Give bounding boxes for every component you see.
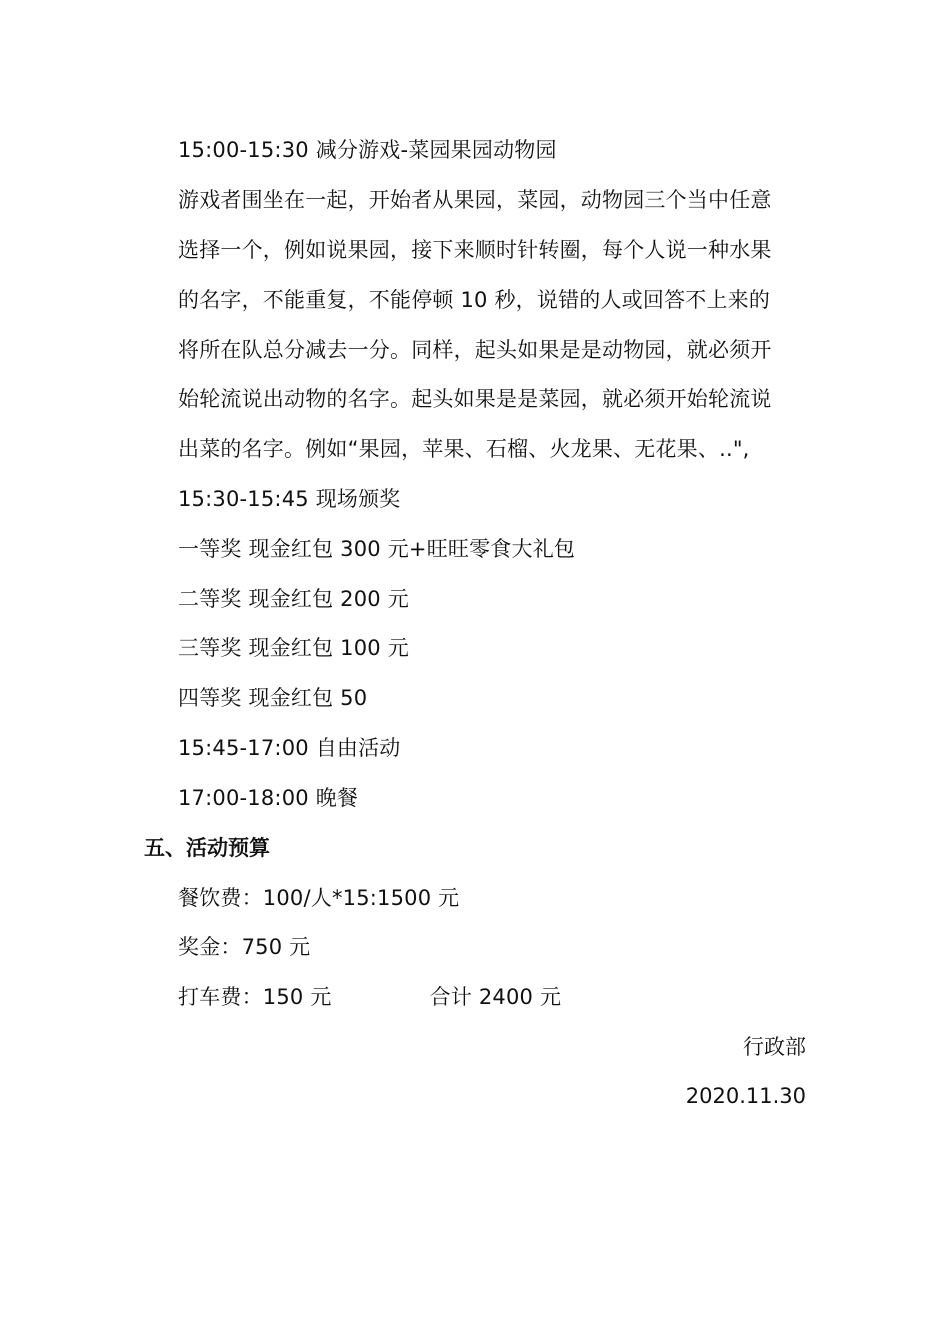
prize-third: 三等奖 现金红包 100 元	[178, 636, 409, 660]
prize-fourth: 四等奖 现金红包 50	[178, 686, 368, 710]
game-title: 15:00-15:30 减分游戏-菜园果园动物园	[178, 138, 557, 162]
budget-heading: 五、活动预算	[144, 836, 270, 860]
game-desc-line-3: 的名字，不能重复，不能停顿 10 秒，说错的人或回答不上来的	[178, 288, 771, 312]
award-title: 15:30-15:45 现场颁奖	[178, 487, 401, 511]
dinner: 17:00-18:00 晚餐	[178, 786, 359, 810]
budget-bonus: 奖金：750 元	[178, 935, 311, 959]
budget-total: 合计 2400 元	[429, 985, 562, 1009]
game-desc-line-4: 将所在队总分减去一分。同样，起头如果是是动物园，就必须开	[178, 338, 772, 362]
game-desc-line-5: 始轮流说出动物的名字。起头如果是是菜园，就必须开始轮流说	[178, 387, 772, 411]
prize-first: 一等奖 现金红包 300 元+旺旺零食大礼包	[178, 537, 576, 561]
budget-catering: 餐饮费：100/人*15:1500 元	[178, 886, 460, 910]
budget-taxi: 打车费：150 元	[178, 985, 332, 1009]
signature-department: 行政部	[743, 1035, 806, 1059]
game-desc-line-1: 游戏者围坐在一起，开始者从果园，菜园，动物园三个当中任意	[178, 188, 772, 212]
budget-taxi-row	[178, 983, 561, 1011]
game-desc-line-6: 出菜的名字。例如“果园，苹果、石榴、火龙果、无花果、..",	[178, 437, 750, 461]
prize-second: 二等奖 现金红包 200 元	[178, 587, 409, 611]
game-desc-line-2: 选择一个，例如说果园，接下来顺时针转圈，每个人说一种水果	[178, 238, 772, 262]
free-time: 15:45-17:00 自由活动	[178, 736, 401, 760]
signature-date: 2020.11.30	[685, 1084, 806, 1108]
